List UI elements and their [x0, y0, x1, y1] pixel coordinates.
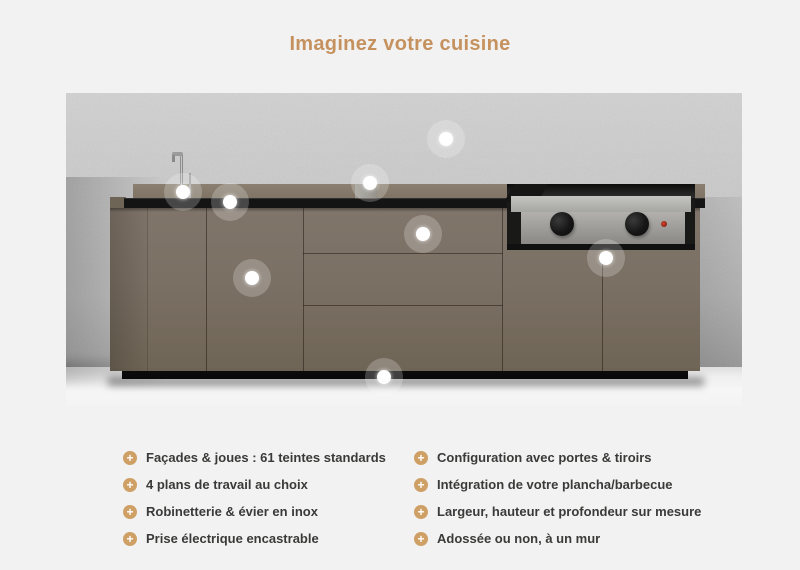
feature-label: Prise électrique encastrable	[146, 531, 319, 546]
hotspot-robinetterie-evier[interactable]	[164, 173, 202, 211]
feature-item	[123, 471, 386, 498]
plus-icon: +	[123, 478, 137, 492]
plus-icon: +	[123, 451, 137, 465]
hotspot-dot-icon	[363, 176, 377, 190]
panel-divider	[206, 208, 207, 371]
hotspot-dot-icon	[439, 132, 453, 146]
feature-label: Adossée ou non, à un mur	[437, 531, 601, 546]
hotspot-mur[interactable]	[427, 120, 465, 158]
hotspot-plancha[interactable]	[587, 239, 625, 277]
hotspot-facades[interactable]	[233, 259, 271, 297]
feature-item	[123, 498, 386, 525]
hotspot-dot-icon	[416, 227, 430, 241]
plancha-top	[511, 196, 691, 212]
feature-label: Largeur, hauteur et profondeur sur mesure	[437, 504, 702, 519]
drawer-divider	[303, 305, 503, 306]
feature-item	[414, 525, 701, 552]
feature-label: 4 plans de travail au choix	[146, 477, 308, 492]
hotspot-tiroirs[interactable]	[404, 215, 442, 253]
plus-icon: +	[414, 478, 428, 492]
feature-item	[414, 471, 701, 498]
hotspot-dot-icon	[176, 185, 190, 199]
kitchen-scene-image	[66, 93, 742, 405]
feature-column-left	[123, 444, 386, 552]
hotspot-dot-icon	[223, 195, 237, 209]
pilot-light-icon	[661, 221, 667, 227]
hotspot-dimensions[interactable]	[365, 358, 403, 396]
feature-label: Robinetterie & évier en inox	[146, 504, 318, 519]
faucet-icon	[172, 155, 175, 162]
feature-item	[123, 525, 386, 552]
panel-divider	[303, 208, 304, 371]
shading	[108, 377, 704, 386]
panel-divider	[502, 208, 503, 371]
plus-icon: +	[123, 532, 137, 546]
feature-item	[414, 444, 701, 471]
plus-icon: +	[123, 505, 137, 519]
plus-icon: +	[414, 451, 428, 465]
drawer-divider	[303, 253, 503, 254]
plancha-knob-icon	[550, 212, 574, 236]
hotspot-dot-icon	[245, 271, 259, 285]
feature-label: Façades & joues : 61 teintes standards	[146, 450, 386, 465]
shading	[110, 208, 147, 371]
page-title: Imaginez votre cuisine	[289, 33, 511, 55]
hotspot-plan-de-travail[interactable]	[211, 183, 249, 221]
feature-item	[123, 444, 386, 471]
feature-label: Intégration de votre plancha/barbecue	[437, 477, 673, 492]
hotspot-prise-electrique[interactable]	[351, 164, 389, 202]
plus-icon: +	[414, 532, 428, 546]
plus-icon: +	[414, 505, 428, 519]
plancha-knob-icon	[625, 212, 649, 236]
hotspot-dot-icon	[599, 251, 613, 265]
feature-item	[414, 498, 701, 525]
hotspot-dot-icon	[377, 370, 391, 384]
feature-column-right	[414, 444, 701, 552]
panel-divider	[147, 208, 148, 371]
feature-label: Configuration avec portes & tiroirs	[437, 450, 652, 465]
